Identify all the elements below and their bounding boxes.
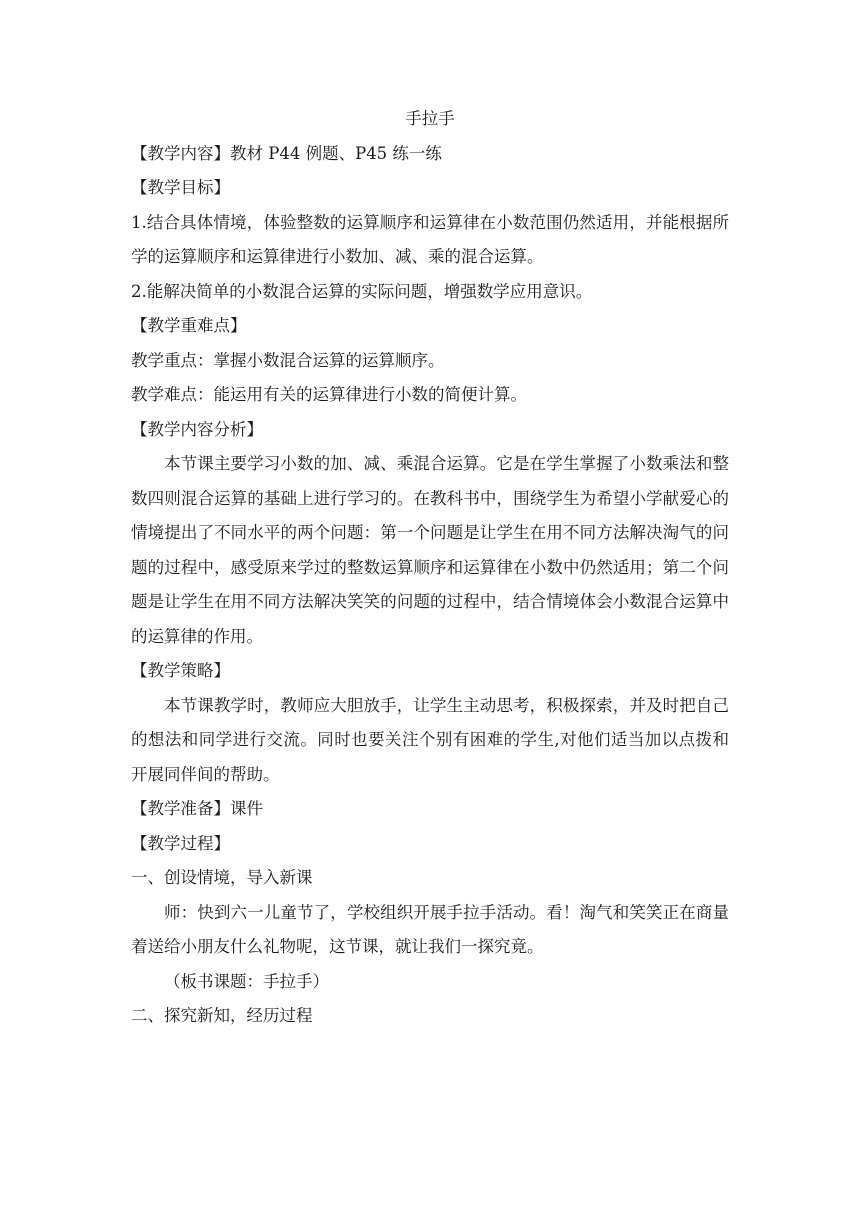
teaching-strategy-text: 本节课教学时，教师应大胆放手，让学生主动思考，积极探索，并及时把自己的想法和同学进行交流。同时也要关注个别有困难的学生,对他们适当加以点拨和开展同伴间的帮助。 (131, 695, 729, 784)
difficult-point: 教学难点：能运用有关的运算律进行小数的简便计算。 (131, 385, 527, 404)
document-page (131, 102, 729, 1034)
step-1-text: 师：快到六一儿童节了，学校组织开展手拉手活动。看！淘气和笑笑正在商量着送给小朋友什么礼物呢，这节课，就让我们一探究竟。 (131, 902, 729, 956)
teaching-process-heading: 【教学过程】 (131, 833, 230, 853)
content-analysis-text: 本节课主要学习小数的加、减、乘混合运算。它是在学生掌握了小数乘法和整数四则混合运算的基础上进行学习的。在教科书中，围绕学生为希望小学献爱心的情境提出了不同水平的两个问题：第一个问题是让学生在用不同方法解决淘气的问题的过程中，感受原来学过的整数运算顺序和运算律在小数中仍然适用；第二个问题是让学生在用不同方法解决笑笑的问题的过程中，结合情境体会小数混合运算中的运算律的作用。 (131, 454, 729, 646)
teaching-prep-line: 【教学准备】课件 (131, 799, 263, 818)
goal-item-1: 1.结合具体情境，体验整数的运算顺序和运算律在小数范围仍然适用，并能根据所学的运算顺序和运算律进行小数加、减、乘的混合运算。 (131, 212, 729, 266)
key-point: 教学重点：掌握小数混合运算的运算顺序。 (131, 350, 445, 370)
key-difficult-heading: 【教学重难点】 (131, 316, 247, 335)
teaching-goals-heading: 【教学目标】 (131, 178, 230, 197)
goal-item-2: 2.能解决简单的小数混合运算的实际问题，增强数学应用意识。 (131, 281, 593, 301)
teaching-strategy-heading: 【教学策略】 (131, 661, 230, 680)
content-analysis-heading: 【教学内容分析】 (131, 419, 263, 439)
board-title: （板书课题：手拉手） (164, 971, 329, 991)
document-title: 手拉手 (405, 109, 455, 128)
step-1-heading: 一、创设情境，导入新课 (131, 868, 313, 887)
teaching-content-line: 【教学内容】教材 P44 例题、P45 练一练 (131, 143, 442, 163)
step-2-heading: 二、探究新知，经历过程 (131, 1006, 313, 1025)
